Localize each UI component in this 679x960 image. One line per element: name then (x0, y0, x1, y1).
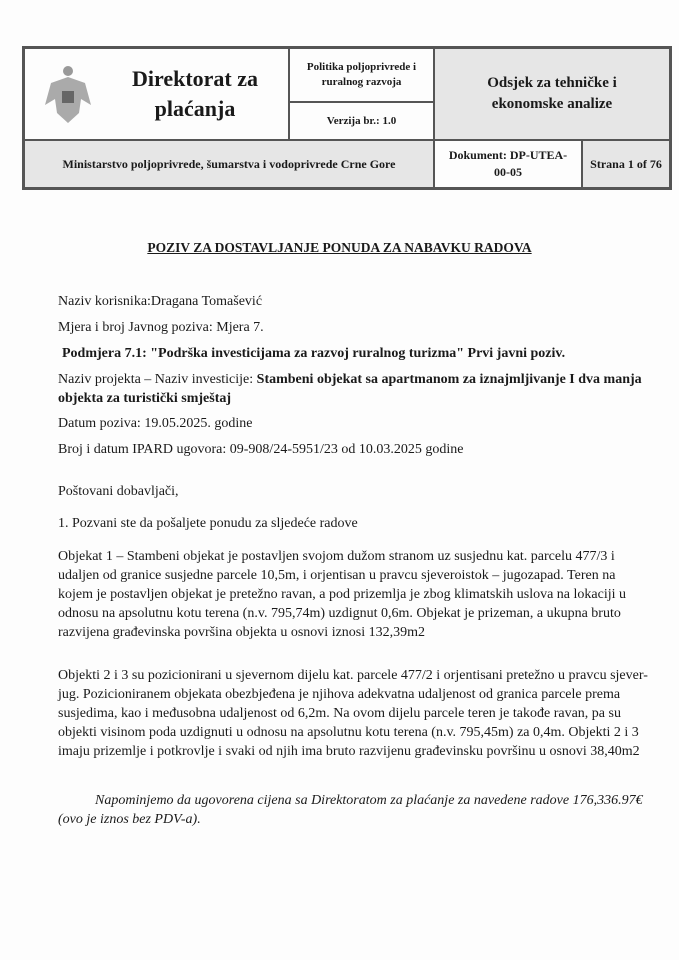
date-line (58, 414, 648, 433)
contract-value: 09-908/24-5951/23 od 10.03.2025 godine (229, 442, 464, 457)
document-id-cell: Dokument: DP-UTEA-00-05 (434, 140, 582, 188)
price-note: Napominjemo da ugovorena cijena sa Direktoratom za plaćanje za navedene radove 176,336.97€ (ovo je iznos bez PDV-a). (58, 793, 643, 827)
contract-line (58, 440, 648, 459)
measure-value: Mjera 7. (216, 320, 264, 335)
measure-label: Mjera i broj Javnog poziva: (58, 320, 217, 335)
project-value: Stambeni objekat sa apartmanom za iznajmljivanje I dva manja objekta za turistički smještaj (58, 372, 642, 406)
measure-line (58, 318, 648, 337)
policy-cell: Politika poljoprivrede i ruralnog razvoja (289, 48, 434, 102)
beneficiary-value: Dragana Tomašević (150, 294, 263, 309)
page-number-cell: Strana 1 of 76 (582, 140, 670, 188)
item-1: 1. Pozvani ste da pošaljete ponudu za sljedeće radove (58, 516, 358, 531)
greeting: Poštovani dobavljači, (58, 484, 179, 499)
date-label: Datum poziva: (58, 416, 145, 431)
paragraph-objects-2-3: Objekti 2 i 3 su pozicionirani u sjevernom dijelu kat. parcele 477/2 i orjentisani pretežno u pravcu sjever-jug. Pozicioniranem objekata obezbjeđena je njihova adekvatna udaljenost od granica parcele prema susjedima, kao i međusobna udaljenost od 6,2m. Na ovom dijelu parcele teren je takođe ravan, pa su objekti visinom poda uzdignuti u odnosu na apsolutnu kotu terena (n.v. 795,45m) za 0,4m. Objekti 2 i 3 imaju prizemlje i potkrovlje i svaki od njih ima bruto razvijenu građevinsku površinu u osnovi 38,40m2 (58, 668, 648, 759)
project-line (58, 370, 648, 408)
ministry-cell: Ministarstvo poljoprivrede, šumarstva i vodoprivrede Crne Gore (24, 140, 434, 188)
coat-of-arms-logo (43, 63, 93, 127)
beneficiary-label: Naziv korisnika: (58, 294, 151, 309)
org-cell (24, 48, 289, 140)
department-cell: Odsjek za tehničke i ekonomske analize (434, 48, 670, 140)
date-value: 19.05.2025. godine (144, 416, 253, 431)
version-cell: Verzija br.: 1.0 (289, 102, 434, 140)
paragraph-object-1: Objekat 1 – Stambeni objekat je postavljen svojom dužom stranom uz susjednu kat. parcelu 477/3 i udaljen od granice susjedne parcele 10,5m, i orjentisan u pravcu sjeveroistok – jugozapad. Teren na kojem je postavljen objekat je pretežno ravan, a pod prizemlja je zbog klimatskih uslova na lokaciji u odnosu na apsolutnu kotu terena (n.v. 795,74m) uzdignut 0,6m. Objekat je prizeman, a ukupna bruto razvijena građevinska površina objekta u osnovi iznosi 132,39m2 (58, 549, 626, 640)
org-title: Direktorat za plaćanja (131, 66, 259, 121)
submeasure-line: Podmjera 7.1: "Podrška investicijama za razvoj ruralnog turizma" Prvi javni poziv. (62, 346, 566, 361)
beneficiary-line (58, 292, 648, 311)
document-title: POZIV ZA DOSTAVLJANJE PONUDA ZA NABAVKU RADOVA (147, 240, 532, 255)
document-header-table (22, 46, 672, 190)
contract-label: Broj i datum IPARD ugovora: (58, 442, 230, 457)
project-label: Naziv projekta – Naziv investicije: (58, 372, 257, 387)
